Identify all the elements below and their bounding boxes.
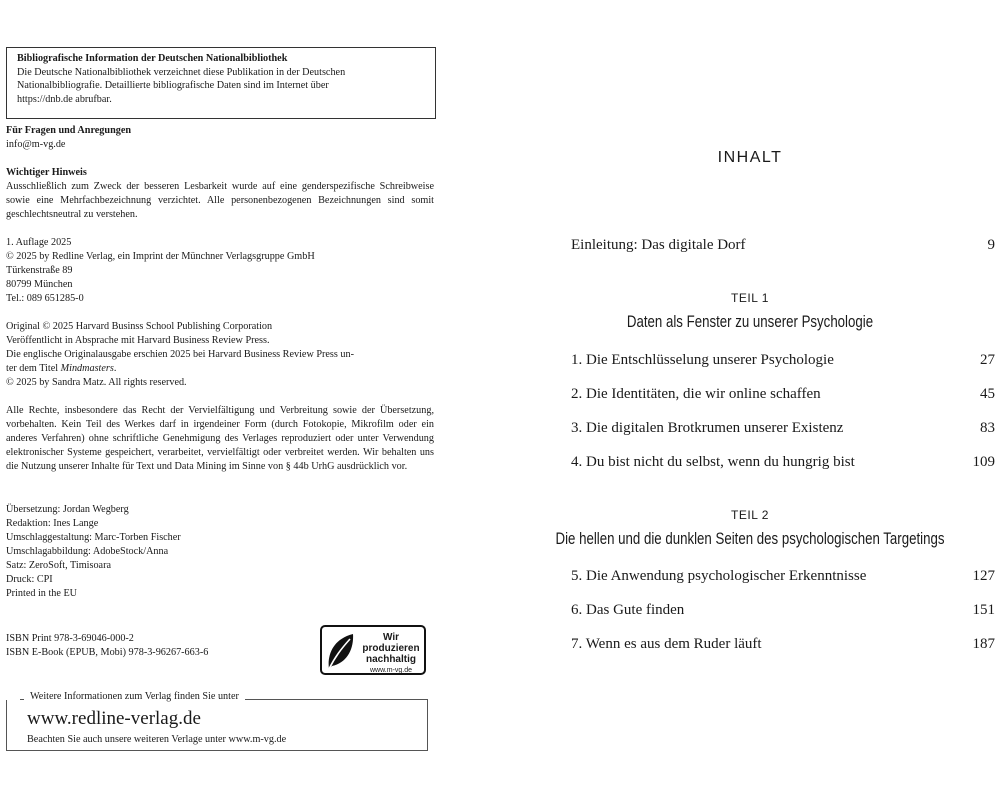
toc-entry-title: 5. Die Anwendung psychologischer Erkenntnisse [571, 568, 867, 584]
part-2-title: Die hellen und die dunklen Seiten des psychologischen Targetings [555, 529, 945, 548]
badge-line-2: nachhaltig [365, 654, 416, 665]
toc-entry-chapter-7[interactable] [571, 634, 995, 654]
toc-entry-intro[interactable] [571, 235, 995, 255]
edition: 1. Auflage 2025 [6, 237, 72, 248]
contact-block [6, 124, 434, 152]
credits-block [6, 503, 434, 601]
isbn-ebook: ISBN E-Book (EPUB, Mobi) 978-3-96267-663-6 [6, 647, 209, 658]
website-note: Beachten Sie auch unsere weiteren Verlage unter www.m-vg.de [27, 734, 287, 745]
toc-entry-page: 151 [972, 602, 995, 618]
imprint-block [6, 236, 434, 306]
website-box-gap [6, 699, 20, 700]
bibliographic-info-line: https://dnb.de abrufbar. [17, 93, 112, 105]
contact-heading: Für Fragen und Anregungen [6, 125, 132, 136]
part-1-title: Daten als Fenster zu unserer Psychologie [626, 312, 874, 331]
part-1-label: TEIL 1 [731, 291, 769, 305]
original-block [6, 320, 434, 390]
rights-text: Alle Rechte, insbesondere das Recht der Vervielfältigung und Verbreitung sowie der Übersetzung, vorbehalten. Kein Teil des Werkes darf in irgendeiner Form (durch Fotokopie, Mikrofilm oder ein anderes Verfahren) ohne schriftliche Genehmigung des Verlages reproduziert oder unter Verwendung elektronischer Systeme gespeichert, verarbeitet, vervielfältigt oder verbreitet werden. Wir behalten uns die Nutzung unserer Inhalte für Text und Data Mining im Sinne von § 44b UrhG ausdrücklich vor. [6, 405, 434, 472]
toc-entry-chapter-1[interactable] [571, 350, 995, 370]
toc-entry-chapter-3[interactable] [571, 418, 995, 438]
original-edition: Die englische Originalausgabe erschien 2025 bei Harvard Business Review Press un- [6, 349, 354, 360]
original-title: Mindmasters [60, 363, 114, 374]
author-copyright: © 2025 by Sandra Matz. All rights reserved. [6, 377, 187, 388]
copyright-publisher: © 2025 by Redline Verlag, ein Imprint der Münchner Verlagsgruppe GmbH [6, 251, 315, 262]
bibliographic-info-box [6, 47, 436, 119]
notice-block [6, 166, 434, 222]
website-url[interactable]: www.redline-verlag.de [27, 708, 201, 729]
toc-entry-chapter-2[interactable] [571, 384, 995, 404]
toc-page [500, 0, 1000, 800]
isbn-print: ISBN Print 978-3-69046-000-2 [6, 633, 134, 644]
toc-entry-title: 3. Die digitalen Brotkrumen unserer Existenz [571, 420, 844, 436]
part-2-label: TEIL 2 [731, 508, 769, 522]
toc-entry-page: 83 [980, 420, 995, 436]
toc-entry-chapter-5[interactable] [571, 566, 995, 586]
bibliographic-info-line: Die Deutsche Nationalbibliothek verzeichnet diese Publikation in der Deutschen [17, 66, 346, 78]
toc-entry-title: 4. Du bist nicht du selbst, wenn du hungrig bist [571, 454, 855, 470]
toc-entry-title: 2. Die Identitäten, die wir online schaffen [571, 386, 821, 402]
credit-cover-design: Umschlaggestaltung: Marc-Torben Fischer [6, 532, 181, 543]
bibliographic-info-line: Nationalbibliografie. Detaillierte bibliografische Daten sind im Internet über [17, 80, 329, 92]
publisher-city: 80799 München [6, 279, 73, 290]
toc-entry-page: 109 [972, 454, 995, 470]
credit-printing: Druck: CPI [6, 574, 53, 585]
toc-entry-page: 27 [980, 352, 995, 368]
toc-entry-title: 6. Das Gute finden [571, 602, 685, 618]
toc-entry-title: Einleitung: Das digitale Dorf [571, 237, 746, 253]
badge-line-1: Wir produzieren [362, 632, 420, 654]
toc-entry-chapter-4[interactable] [571, 452, 995, 472]
toc-entry-page: 187 [972, 636, 995, 652]
leaf-icon [323, 631, 357, 671]
original-title-suffix: . [113, 363, 117, 374]
credit-cover-image: Umschlagabbildung: AdobeStock/Anna [6, 546, 169, 557]
notice-heading: Wichtiger Hinweis [6, 167, 87, 178]
contact-email[interactable]: info@m-vg.de [6, 139, 66, 150]
original-title-prefix: ter dem Titel [6, 363, 61, 374]
original-title-line [6, 362, 434, 376]
toc-entry-title: 1. Die Entschlüsselung unserer Psychologie [571, 352, 834, 368]
original-copyright: Original © 2025 Harvard Businss School Publishing Corporation [6, 321, 273, 332]
toc-entry-chapter-6[interactable] [571, 600, 995, 620]
sustainability-badge [320, 625, 426, 675]
credit-translation: Übersetzung: Jordan Wegberg [6, 504, 129, 515]
website-caption: Weitere Informationen zum Verlag finden Sie unter [24, 691, 245, 702]
publisher-phone: Tel.: 089 651285-0 [6, 293, 84, 304]
credit-editing: Redaktion: Ines Lange [6, 518, 99, 529]
imprint-page [0, 0, 440, 800]
toc-entry-title: 7. Wenn es aus dem Ruder läuft [571, 636, 762, 652]
toc-entry-page: 45 [980, 386, 995, 402]
badge-url: www.m-vg.de [369, 667, 412, 674]
bibliographic-info-title: Bibliografische Information der Deutschen Nationalbibliothek [17, 53, 288, 64]
publisher-street: Türkenstraße 89 [6, 265, 73, 276]
original-agreement: Veröffentlicht in Absprache mit Harvard Business Review Press. [6, 335, 270, 346]
credit-printed-in: Printed in the EU [6, 588, 78, 599]
toc-heading: INHALT [717, 149, 783, 166]
credit-typesetting: Satz: ZeroSoft, Timisoara [6, 560, 111, 571]
toc-entry-page: 127 [972, 568, 995, 584]
badge-text [358, 632, 424, 676]
notice-text: Ausschließlich zum Zweck der besseren Lesbarkeit wurde auf eine genderspezifische Schreibweise sowie eine Mehrfachbezeichnung verzichtet. Alle personenbezogenen Bezeichnungen sind somit geschlechtsneutral zu verstehen. [6, 181, 434, 220]
toc-entry-page: 9 [987, 237, 995, 253]
